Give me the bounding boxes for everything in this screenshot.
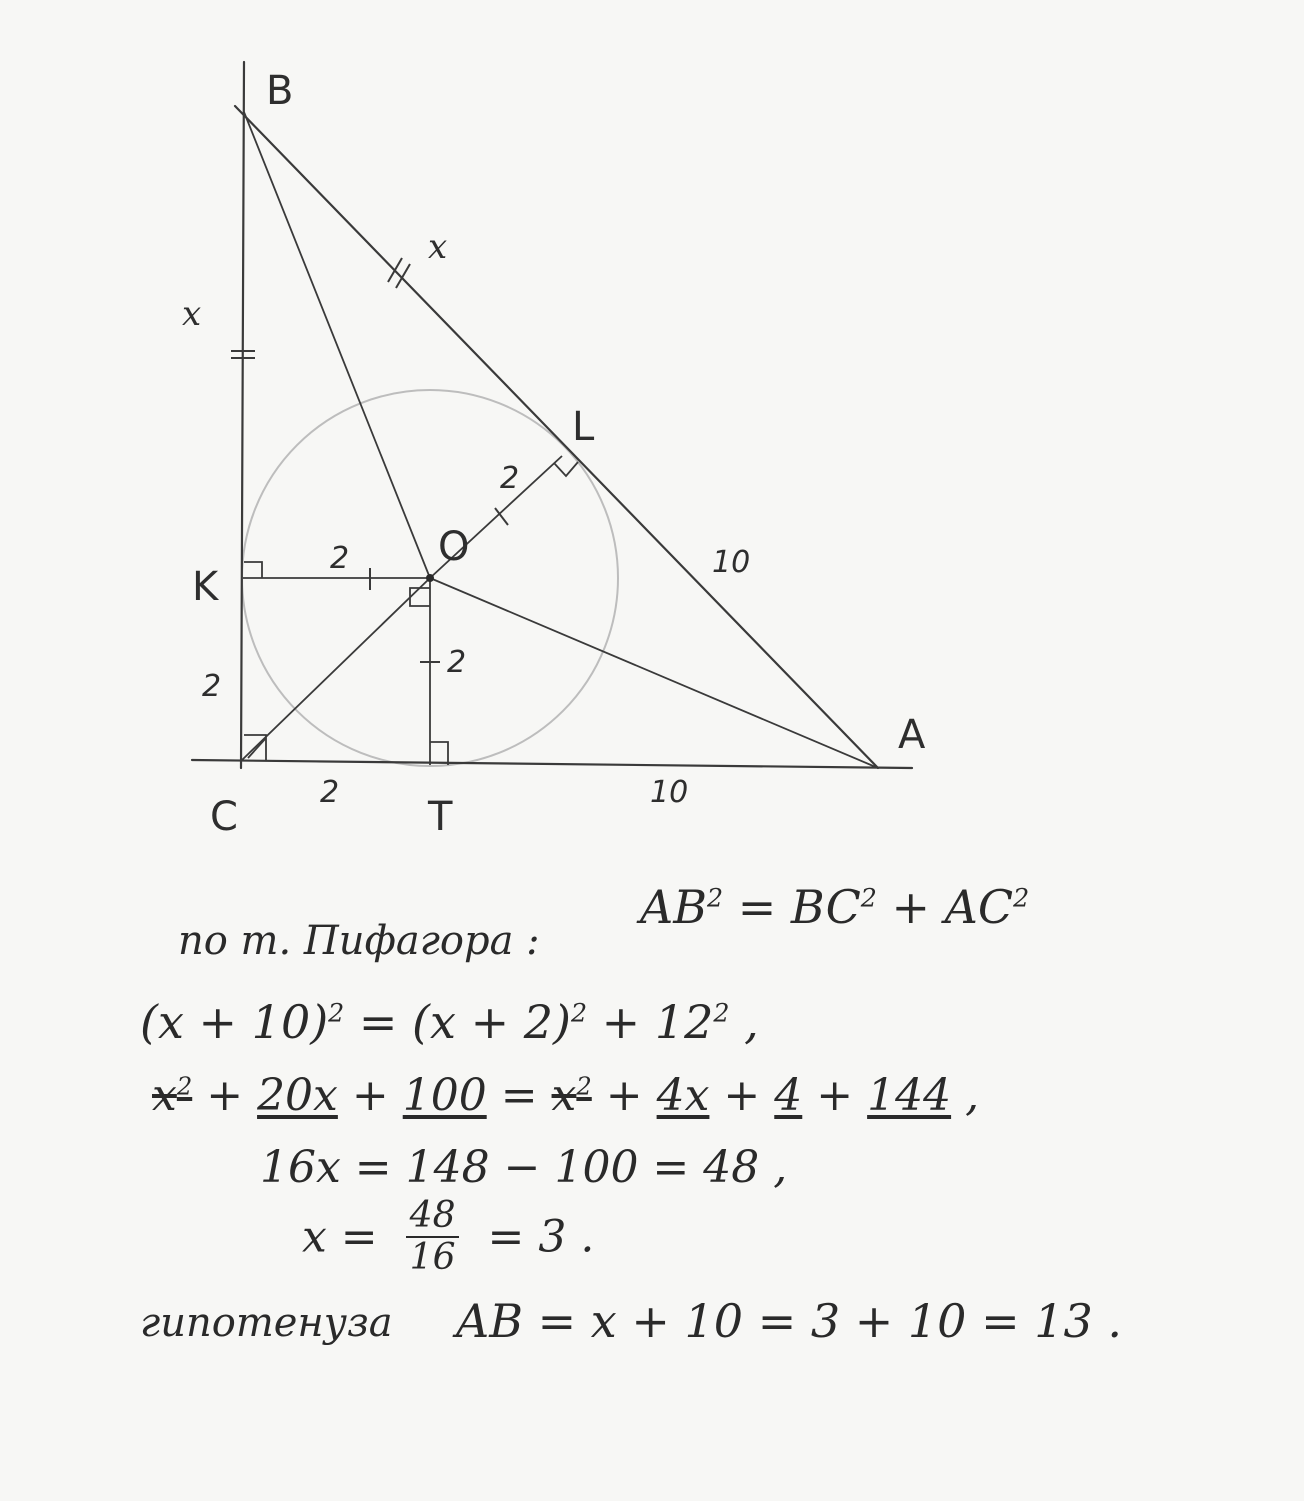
label-ot: 2 bbox=[447, 645, 467, 680]
point-label-t: T bbox=[428, 794, 453, 840]
label-kc: 2 bbox=[202, 669, 222, 704]
line-4-left: x = bbox=[302, 1211, 378, 1263]
right-angle-k bbox=[244, 562, 262, 578]
equation-line-3: 16x = 148 − 100 = 48 , bbox=[260, 1142, 788, 1193]
fraction-denominator: 16 bbox=[409, 1237, 456, 1278]
right-angle-c-diag bbox=[248, 738, 266, 758]
label-ok: 2 bbox=[330, 541, 350, 576]
point-label-c: C bbox=[210, 794, 238, 840]
right-angle-l bbox=[554, 462, 578, 476]
side-ab bbox=[235, 106, 878, 768]
equation-line-2: $x^2 + 20x + 100 = x^2 + 4x + 4 + 144$ , bbox=[152, 1070, 980, 1121]
point-label-o: O bbox=[438, 524, 470, 570]
point-label-a: A bbox=[898, 712, 926, 758]
right-angle-t bbox=[430, 742, 448, 765]
pythagoras-formula: $AB^2 = BC^2 + AC^2$ bbox=[640, 880, 1030, 934]
point-label-l: L bbox=[572, 404, 595, 450]
label-ab-x: x bbox=[428, 227, 448, 267]
label-ol: 2 bbox=[500, 461, 520, 496]
segment-oa bbox=[430, 578, 878, 768]
point-label-b: B bbox=[266, 68, 294, 114]
fraction-numerator: 48 bbox=[406, 1198, 460, 1238]
tick-ab-1 bbox=[388, 258, 402, 282]
fraction bbox=[406, 1195, 460, 1278]
label-ta: 10 bbox=[650, 775, 689, 810]
segment-bo bbox=[244, 112, 430, 578]
point-label-k: K bbox=[192, 564, 219, 610]
label-ct: 2 bbox=[320, 775, 340, 810]
equation-line-4 bbox=[302, 1195, 595, 1278]
segment-oc bbox=[242, 578, 430, 760]
intro-text: по т. Пифагора : bbox=[178, 918, 540, 964]
side-bc bbox=[241, 62, 244, 768]
incenter-dot bbox=[426, 574, 434, 582]
side-ca bbox=[192, 760, 912, 768]
label-la: 10 bbox=[712, 545, 751, 580]
right-angle-o bbox=[410, 588, 430, 606]
equation-line-1: $(x + 10)^2 = (x + 2)^2 + 12^2$ , bbox=[140, 995, 759, 1049]
label-bc-x: x bbox=[182, 294, 202, 334]
conclusion-word: гипотенуза bbox=[140, 1300, 393, 1346]
conclusion-equation: AB = x + 10 = 3 + 10 = 13 . bbox=[456, 1294, 1123, 1348]
line-4-right: = 3 . bbox=[487, 1211, 595, 1263]
